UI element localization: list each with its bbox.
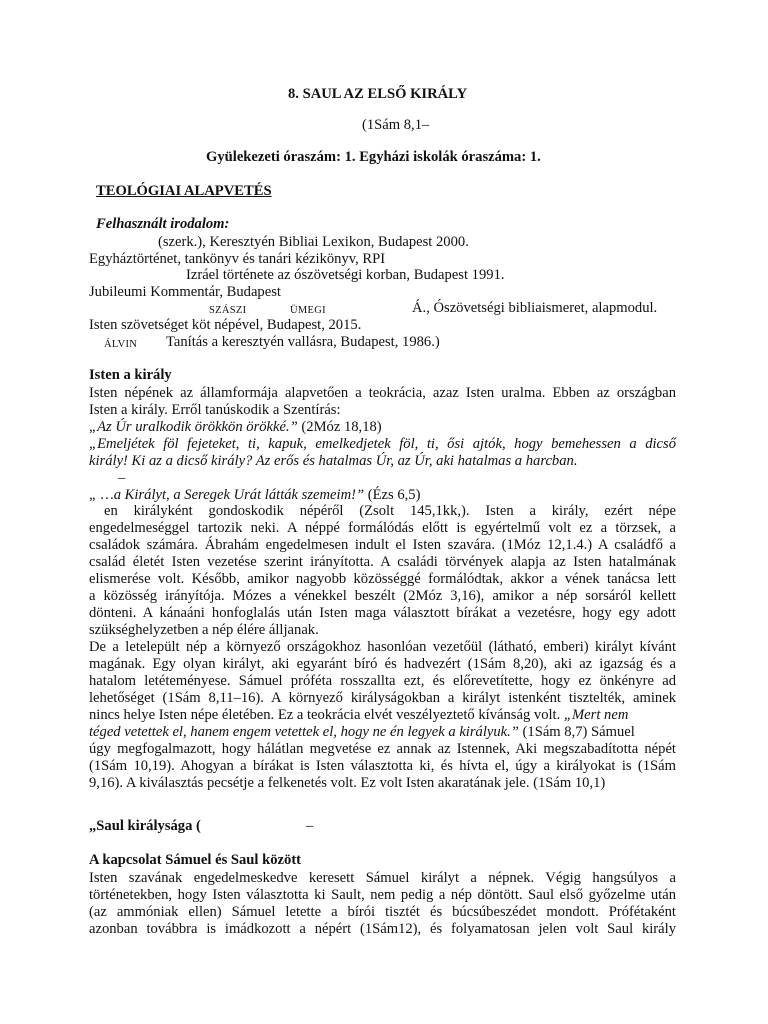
document-title: 8. SAUL AZ ELSŐ KIRÁLY [288, 86, 468, 102]
paragraph-line: családok számára. Ábrahám engedelmesen indult el Isten szavára. (1Móz 12,1.4.) A családfő a [89, 537, 676, 553]
paragraph-line: (az ammóniak ellen) Sámuel letette a bírói tisztét és búcsúbeszédet mondott. Prófétaként [89, 904, 676, 920]
literature-author: ÜMEGI [290, 305, 326, 316]
section-heading-theology: TEOLÓGIAI ALAPVETÉS [96, 183, 272, 199]
quote-reference: (Ézs 6,5) [367, 487, 421, 503]
literature-item: (szerk.), Keresztyén Bibliai Lexikon, Budapest 2000. [158, 234, 469, 250]
paragraph-line: en királyként gondoskodik népéről (Zsolt 145,1kk,). Isten a király, ezért népe [104, 503, 676, 519]
quote-text: „Mert nem [563, 707, 629, 723]
paragraph-line [89, 724, 635, 741]
dash: – [118, 470, 126, 486]
section-heading-god-king: Isten a király [89, 367, 172, 383]
quote-text: „ …a Királyt, a Seregek Urát látták szemeim!” [89, 487, 365, 503]
paragraph-line: lehetőséget (1Sám 8,11–16). A környező királyságokban a királyt istenként tisztelték, aminek [89, 690, 676, 706]
literature-author: ÁLVIN [104, 339, 138, 350]
quote-line: „Emeljétek föl fejeteket, ti, kapuk, emelkedjetek föl, ti, ősi ajtók, hogy bemehessen a dicső [89, 436, 676, 452]
quote-text: „Az Úr uralkodik örökkön örökké.” [89, 419, 298, 435]
paragraph-line: Isten szavának engedelmeskedve keresett Sámuel királyt a népnek. Végig hangsúlyos a [89, 870, 676, 886]
paragraph-line: úgy megfogalmazott, hogy hálátlan megvetése ez annak az Istennek, Aki megszabadította népét [89, 741, 676, 757]
quote-text: téged vetettek el, hanem engem vetettek el, hogy ne én legyek a királyuk.” [89, 724, 519, 740]
paragraph-line: a közösség irányítója. Mózes a vénekkel beszélt (2Móz 3,16), amikor a nép sorsáról kellett [89, 588, 676, 604]
lesson-hours: Gyülekezeti óraszám: 1. Egyházi iskolák óraszáma: 1. [206, 149, 541, 165]
paragraph-text: nincs helye Isten népe életében. Ez a teokrácia elvét veszélyeztető kívánság volt. [89, 707, 561, 723]
literature-item: Jubileumi Kommentár, Budapest [89, 284, 281, 300]
paragraph-line: Isten a király. Erről tanúskodik a Szentírás: [89, 402, 341, 418]
literature-item: Tanítás a keresztyén vallásra, Budapest, 1986.) [166, 334, 440, 350]
paragraph-line: család életét Isten vezetése szerint irányította. A családi törvények alapja az Isten hatalmának [89, 554, 676, 570]
literature-item: Á., Ószövetségi bibliaismeret, alapmodul. [412, 300, 658, 316]
paragraph-line: hatalom letéteményese. Sámuel próféta rosszallta ezt, és előrevetítette, hogy ez önkényre ad [89, 673, 676, 689]
paragraph-text: (1Sám 8,7) Sámuel [518, 724, 635, 740]
paragraph-line: De a letelepült nép a környező országokhoz hasonlóan vezetőül (látható, emberi) királyt kívánt [89, 639, 676, 655]
paragraph-line: szükséghelyzetben a nép élére álljanak. [89, 622, 319, 638]
section-heading-saul-kingdom: „Saul királysága ( [89, 818, 201, 834]
paragraph-line: azonban továbbra is imádkozott a népért (1Sám12), és folyamatosan jelen volt Saul király [89, 921, 676, 937]
paragraph-line [89, 707, 628, 724]
literature-item: Isten szövetséget köt népével, Budapest, 2015. [89, 317, 362, 333]
paragraph-line: magának. Egy olyan királyt, aki egyaránt bíró és hadvezért (1Sám 8,20), aki az igazság és a [89, 656, 676, 672]
quote-line: király! Ki az a dicső király? Az erős és hatalmas Úr, az Úr, aki hatalmas a harcban. [89, 453, 578, 469]
quote-line [89, 487, 420, 504]
paragraph-line: történetekben, hogy Isten választotta ki Sault, nem pedig a nép döntött. Saul első győzelme után [89, 887, 676, 903]
paragraph-line: engedelmeséggel tartozik neki. A néppé formálódás előtt is egyértelmű volt ez a törzsek, a [89, 520, 676, 536]
bible-reference: (1Sám 8,1– [362, 117, 430, 133]
quote-line [89, 419, 382, 436]
literature-item: Egyháztörténet, tankönyv és tanári kézikönyv, RPI [89, 251, 386, 267]
literature-author: SZÁSZI [209, 305, 247, 316]
section-heading-dash: – [306, 818, 314, 834]
literature-item: Izráel története az ószövetségi korban, Budapest 1991. [186, 267, 505, 283]
paragraph-line: Isten népének az államformája alapvetően a teokrácia, azaz Isten uralma. Ebben az országban [89, 385, 676, 401]
paragraph-line: dönteni. A kánaáni honfoglalás után Isten maga választott bírákat a vezetésre, hogy egy adott [89, 605, 676, 621]
section-heading-samuel-saul: A kapcsolat Sámuel és Saul között [89, 852, 302, 868]
paragraph-line: 9,16). A kiválasztás pecsétje a felkenetés volt. Ez volt Isten akaratának jele. (1Sám 10,1) [89, 775, 606, 791]
literature-label: Felhasznált irodalom: [96, 216, 230, 232]
quote-reference: (2Móz 18,18) [301, 419, 382, 435]
paragraph-line: elismerése volt. Később, amikor nagyobb közösséggé formálódtak, akkor a vének tanácsa lett [89, 571, 676, 587]
paragraph-line: (1Sám 10,19). Ahogyan a bírákat is Isten választotta ki, és hívta el, úgy a királyokat is (1Sám [89, 758, 676, 774]
